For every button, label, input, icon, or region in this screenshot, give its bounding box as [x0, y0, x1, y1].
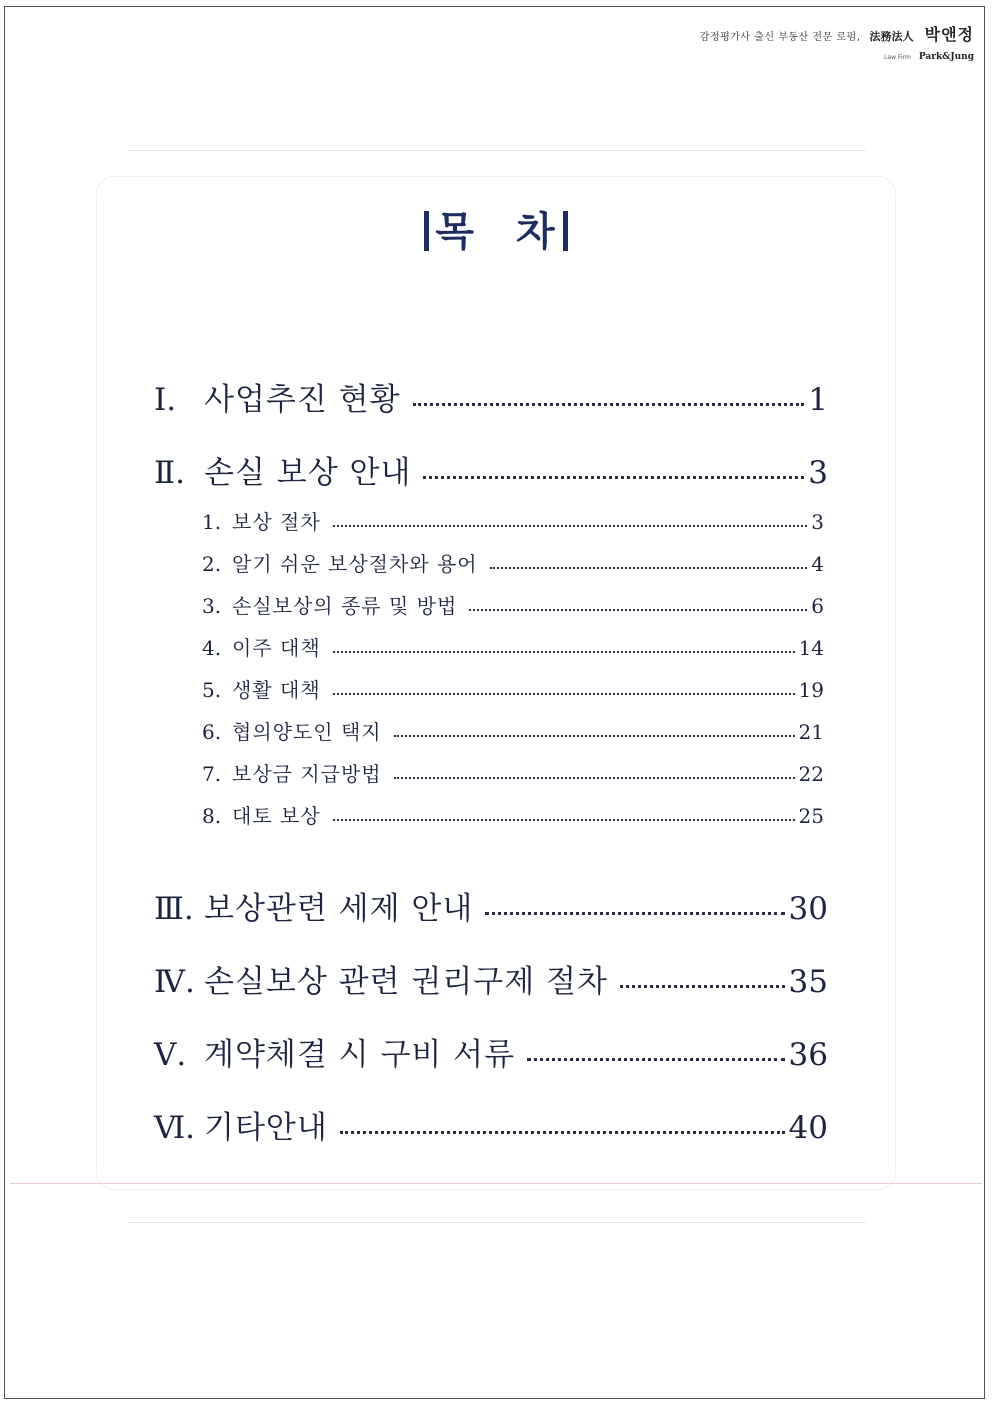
- dot-leader: [394, 735, 795, 737]
- toc-item-2-3[interactable]: [202, 590, 824, 620]
- header-sub-line: [884, 44, 974, 63]
- firm-name-en: Park&Jung: [918, 52, 974, 62]
- header-tagline: 감정평가사 출신 부동산 전문 로펌,: [699, 32, 861, 43]
- item-label: 손실보상의 종류 및 방법: [232, 594, 458, 618]
- dot-leader: [485, 912, 784, 915]
- dot-leader: [333, 651, 795, 653]
- section-page: 30: [788, 891, 828, 927]
- item-number: 4.: [202, 636, 222, 660]
- item-label: 생활 대책: [232, 678, 321, 702]
- dot-leader: [333, 693, 795, 695]
- dot-leader: [469, 609, 807, 611]
- section-label: 기타안내: [204, 1110, 328, 1146]
- dot-leader: [340, 1131, 785, 1134]
- item-label: 보상금 지급방법: [232, 762, 382, 786]
- toc-item-2-5[interactable]: [202, 674, 824, 704]
- toc-section-2[interactable]: [154, 447, 828, 491]
- item-number: 2.: [202, 552, 222, 576]
- dot-leader: [527, 1058, 784, 1061]
- item-number: 3.: [202, 594, 222, 618]
- item-page: 19: [798, 678, 824, 702]
- section-page: 35: [788, 964, 828, 1000]
- item-number: 6.: [202, 720, 222, 744]
- item-label: 대토 보상: [232, 804, 321, 828]
- dot-leader: [333, 819, 795, 821]
- item-label: 알기 쉬운 보상절차와 용어: [232, 552, 478, 576]
- firm-hanja: 法務法人: [869, 30, 914, 43]
- section-number: Ⅲ.: [154, 891, 194, 927]
- section-number: Ⅴ.: [154, 1037, 187, 1073]
- crop-guide-line: [10, 1183, 982, 1184]
- section-label: 보상관련 세제 안내: [204, 891, 474, 927]
- firm-header: [674, 20, 974, 60]
- section-page: 36: [788, 1037, 828, 1073]
- toc-item-2-6[interactable]: [202, 716, 824, 746]
- toc-item-2-1[interactable]: [202, 506, 824, 536]
- toc-title-left: 목: [435, 209, 476, 255]
- toc-item-2-7[interactable]: [202, 758, 824, 788]
- toc-section-5[interactable]: [154, 1029, 828, 1073]
- section-page: 40: [788, 1110, 828, 1146]
- dot-leader: [413, 403, 805, 406]
- section-number: Ⅳ.: [154, 964, 195, 1000]
- toc-title-right: 차: [516, 209, 557, 255]
- section-label: 사업추진 현황: [204, 382, 401, 418]
- toc-section-1[interactable]: [154, 374, 828, 418]
- firm-name: 박앤정: [924, 25, 974, 44]
- item-number: 1.: [202, 510, 222, 534]
- item-page: 21: [798, 720, 824, 744]
- item-page: 6: [811, 594, 824, 618]
- header-tagline-line: [700, 22, 974, 45]
- lawfirm-label: Law Firm: [884, 54, 911, 61]
- toc-item-2-2[interactable]: [202, 548, 824, 578]
- section-number: Ⅰ.: [154, 382, 177, 418]
- item-number: 5.: [202, 678, 222, 702]
- dot-leader: [620, 985, 785, 988]
- toc-section-4[interactable]: [154, 956, 828, 1000]
- toc-item-2-8[interactable]: [202, 800, 824, 830]
- dot-leader: [394, 777, 795, 779]
- section-number: Ⅵ.: [154, 1110, 196, 1146]
- section-page: 3: [808, 455, 828, 491]
- item-page: 4: [811, 552, 824, 576]
- section-label: 계약체결 시 구비 서류: [204, 1037, 516, 1073]
- section-label: 손실보상 관련 권리구제 절차: [204, 964, 608, 1000]
- item-page: 3: [811, 510, 824, 534]
- title-bar-right: [563, 211, 568, 251]
- section-number: Ⅱ.: [154, 455, 185, 491]
- item-page: 22: [798, 762, 824, 786]
- dot-leader: [490, 567, 808, 569]
- section-label: 손실 보상 안내: [204, 455, 412, 491]
- dot-leader: [423, 476, 804, 479]
- toc-section-3[interactable]: [154, 883, 828, 927]
- section-page: 1: [808, 382, 828, 418]
- dot-leader: [333, 525, 808, 527]
- item-label: 협의양도인 택지: [232, 720, 382, 744]
- toc-section-6[interactable]: [154, 1102, 828, 1146]
- item-number: 8.: [202, 804, 222, 828]
- item-label: 이주 대책: [232, 636, 321, 660]
- title-bar-left: [424, 211, 429, 251]
- item-page: 25: [798, 804, 824, 828]
- item-label: 보상 절차: [232, 510, 321, 534]
- bottom-divider: [128, 1222, 866, 1223]
- top-divider: [128, 150, 866, 151]
- item-number: 7.: [202, 762, 222, 786]
- toc-item-2-4[interactable]: [202, 632, 824, 662]
- item-page: 14: [798, 636, 824, 660]
- toc-title: [0, 200, 992, 257]
